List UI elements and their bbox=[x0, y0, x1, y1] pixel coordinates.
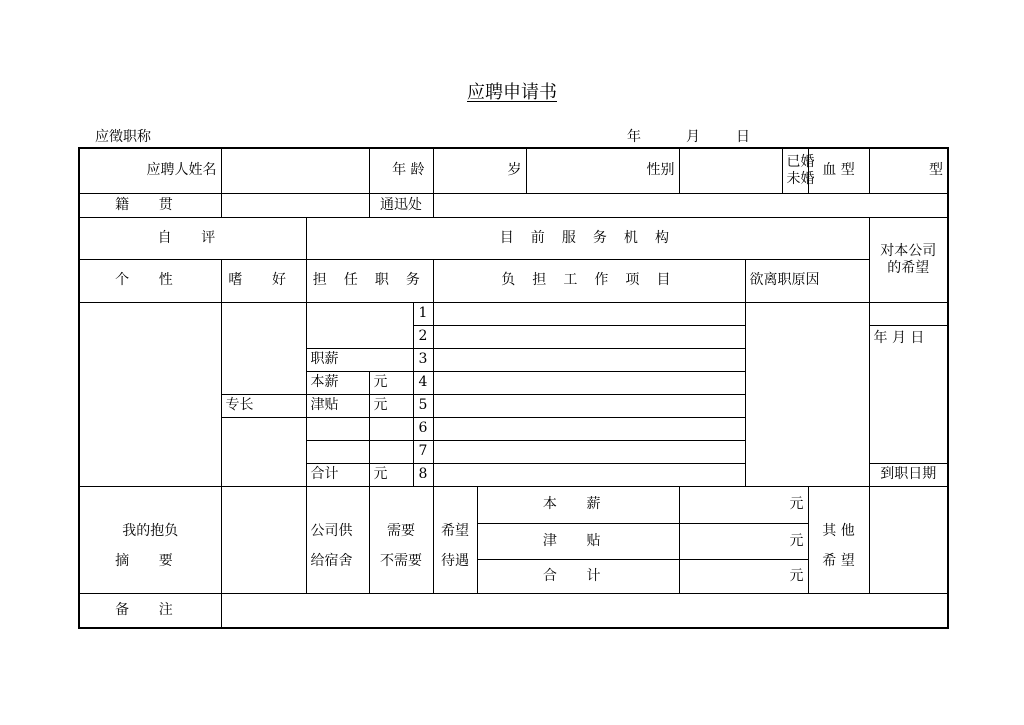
year-label: 年 bbox=[627, 129, 641, 145]
wish-base-salary-label: 本 薪 bbox=[477, 486, 679, 523]
work-items-label: 负 担 工 作 项 目 bbox=[433, 259, 745, 302]
extra-field[interactable] bbox=[369, 417, 413, 440]
blood-type-unit: 型 bbox=[929, 162, 944, 179]
work-row-1 bbox=[79, 302, 948, 325]
applicant-name-field[interactable] bbox=[221, 148, 369, 193]
ambition-field[interactable] bbox=[221, 486, 306, 593]
wish-total-field[interactable] bbox=[679, 559, 808, 593]
base-salary-label: 本薪 bbox=[306, 371, 369, 394]
company-hope-line1: 对本公司 bbox=[880, 242, 937, 259]
personality-field[interactable] bbox=[79, 302, 221, 486]
yuan-label: 元 bbox=[369, 371, 413, 394]
dormitory-need-cell[interactable] bbox=[369, 486, 433, 593]
summary-text: 摘 要 bbox=[115, 552, 186, 569]
wish-base-salary-field[interactable] bbox=[679, 486, 808, 523]
company-hope-line2: 的希望 bbox=[887, 259, 930, 276]
dormitory-line1: 公司供 bbox=[310, 522, 353, 539]
wish-allowance-field[interactable] bbox=[679, 523, 808, 559]
company-hope-label bbox=[869, 217, 948, 302]
native-place-label: 籍 贯 bbox=[79, 193, 221, 217]
other-wish-field[interactable] bbox=[869, 486, 948, 593]
extra-field[interactable] bbox=[306, 440, 369, 463]
salary-label: 职薪 bbox=[306, 348, 413, 371]
age-unit: 岁 bbox=[507, 162, 522, 179]
row-number: 4 bbox=[413, 371, 433, 394]
leave-reason-field[interactable] bbox=[745, 302, 869, 486]
application-form-table bbox=[78, 147, 949, 629]
form-title: 应聘申请书 bbox=[467, 82, 557, 103]
wish-line1: 希望 bbox=[441, 522, 470, 539]
hope-date-label: 年 月 日 bbox=[873, 329, 925, 346]
work-item-field[interactable] bbox=[433, 348, 745, 371]
row-number: 1 bbox=[413, 302, 433, 325]
specialty-label: 专长 bbox=[221, 394, 306, 417]
hobby-label: 嗜 好 bbox=[221, 259, 306, 302]
remarks-field[interactable] bbox=[221, 593, 948, 628]
unmarried-label: 未婚 bbox=[786, 170, 815, 187]
row-number: 8 bbox=[413, 463, 433, 486]
blood-type-field[interactable] bbox=[869, 148, 948, 193]
remarks-row bbox=[79, 593, 948, 628]
need-option: 需要 bbox=[387, 522, 415, 539]
work-item-field[interactable] bbox=[433, 463, 745, 486]
leave-reason-label: 欲离职原因 bbox=[745, 259, 869, 302]
address-field[interactable] bbox=[433, 193, 948, 217]
address-label: 通迅处 bbox=[369, 193, 433, 217]
dormitory-label bbox=[306, 486, 369, 593]
row-number: 7 bbox=[413, 440, 433, 463]
work-item-field[interactable] bbox=[433, 302, 745, 325]
remarks-label: 备 注 bbox=[79, 593, 221, 628]
work-item-field[interactable] bbox=[433, 325, 745, 348]
applicant-name-label: 应聘人姓名 bbox=[79, 148, 221, 193]
row-number: 2 bbox=[413, 325, 433, 348]
ambition-text: 我的抱负 bbox=[122, 522, 179, 539]
gender-field[interactable] bbox=[679, 148, 782, 193]
specialty-field[interactable] bbox=[221, 417, 306, 486]
yuan-label: 元 bbox=[369, 394, 413, 417]
month-label: 月 bbox=[686, 129, 700, 145]
row-number: 6 bbox=[413, 417, 433, 440]
dormitory-line2: 给宿舍 bbox=[310, 552, 353, 569]
marital-status-cell[interactable] bbox=[782, 148, 815, 193]
other-line1: 其 他 bbox=[822, 522, 855, 539]
extra-field[interactable] bbox=[369, 440, 413, 463]
applicant-row bbox=[79, 148, 948, 193]
wish-allowance-label: 津 贴 bbox=[477, 523, 679, 559]
self-evaluation-label: 自 评 bbox=[79, 217, 306, 259]
wish-treatment-label bbox=[433, 486, 477, 593]
yuan-label: 元 bbox=[369, 463, 413, 486]
native-place-field[interactable] bbox=[221, 193, 369, 217]
work-item-field[interactable] bbox=[433, 394, 745, 417]
no-need-option: 不需要 bbox=[380, 552, 422, 569]
yuan-label: 元 bbox=[789, 567, 804, 584]
other-wish-label bbox=[808, 486, 869, 593]
wish-line2: 待遇 bbox=[441, 552, 470, 569]
work-item-field[interactable] bbox=[433, 440, 745, 463]
section-header-row bbox=[79, 217, 948, 259]
hope-date-field[interactable] bbox=[869, 325, 948, 463]
wish-total-label: 合 计 bbox=[477, 559, 679, 593]
native-row bbox=[79, 193, 948, 217]
work-item-field[interactable] bbox=[433, 371, 745, 394]
start-date-label: 到职日期 bbox=[869, 463, 948, 486]
gender-label: 性别 bbox=[526, 148, 679, 193]
duty-label: 担 任 职 务 bbox=[306, 259, 433, 302]
ambition-label bbox=[79, 486, 221, 593]
yuan-label: 元 bbox=[789, 532, 804, 549]
yuan-label: 元 bbox=[789, 496, 804, 513]
other-line2: 希 望 bbox=[822, 552, 855, 569]
blood-type-label: 血 型 bbox=[808, 148, 869, 193]
age-label: 年 龄 bbox=[369, 148, 433, 193]
married-label: 已婚 bbox=[786, 153, 815, 170]
row-number: 5 bbox=[413, 394, 433, 417]
row-number: 3 bbox=[413, 348, 433, 371]
day-label: 日 bbox=[736, 129, 750, 145]
bottom-row-1 bbox=[79, 486, 948, 523]
age-field[interactable] bbox=[433, 148, 526, 193]
extra-field[interactable] bbox=[306, 417, 369, 440]
duty-field[interactable] bbox=[306, 302, 413, 348]
current-employer-label: 目 前 服 务 机 构 bbox=[306, 217, 869, 259]
position-label: 应徵职称 bbox=[95, 129, 151, 145]
sub-header-row bbox=[79, 259, 948, 302]
hope-field-top[interactable] bbox=[869, 302, 948, 325]
allowance-label: 津贴 bbox=[306, 394, 369, 417]
personality-label: 个 性 bbox=[79, 259, 221, 302]
work-item-field[interactable] bbox=[433, 417, 745, 440]
hobby-field[interactable] bbox=[221, 302, 306, 394]
total-label: 合计 bbox=[306, 463, 369, 486]
